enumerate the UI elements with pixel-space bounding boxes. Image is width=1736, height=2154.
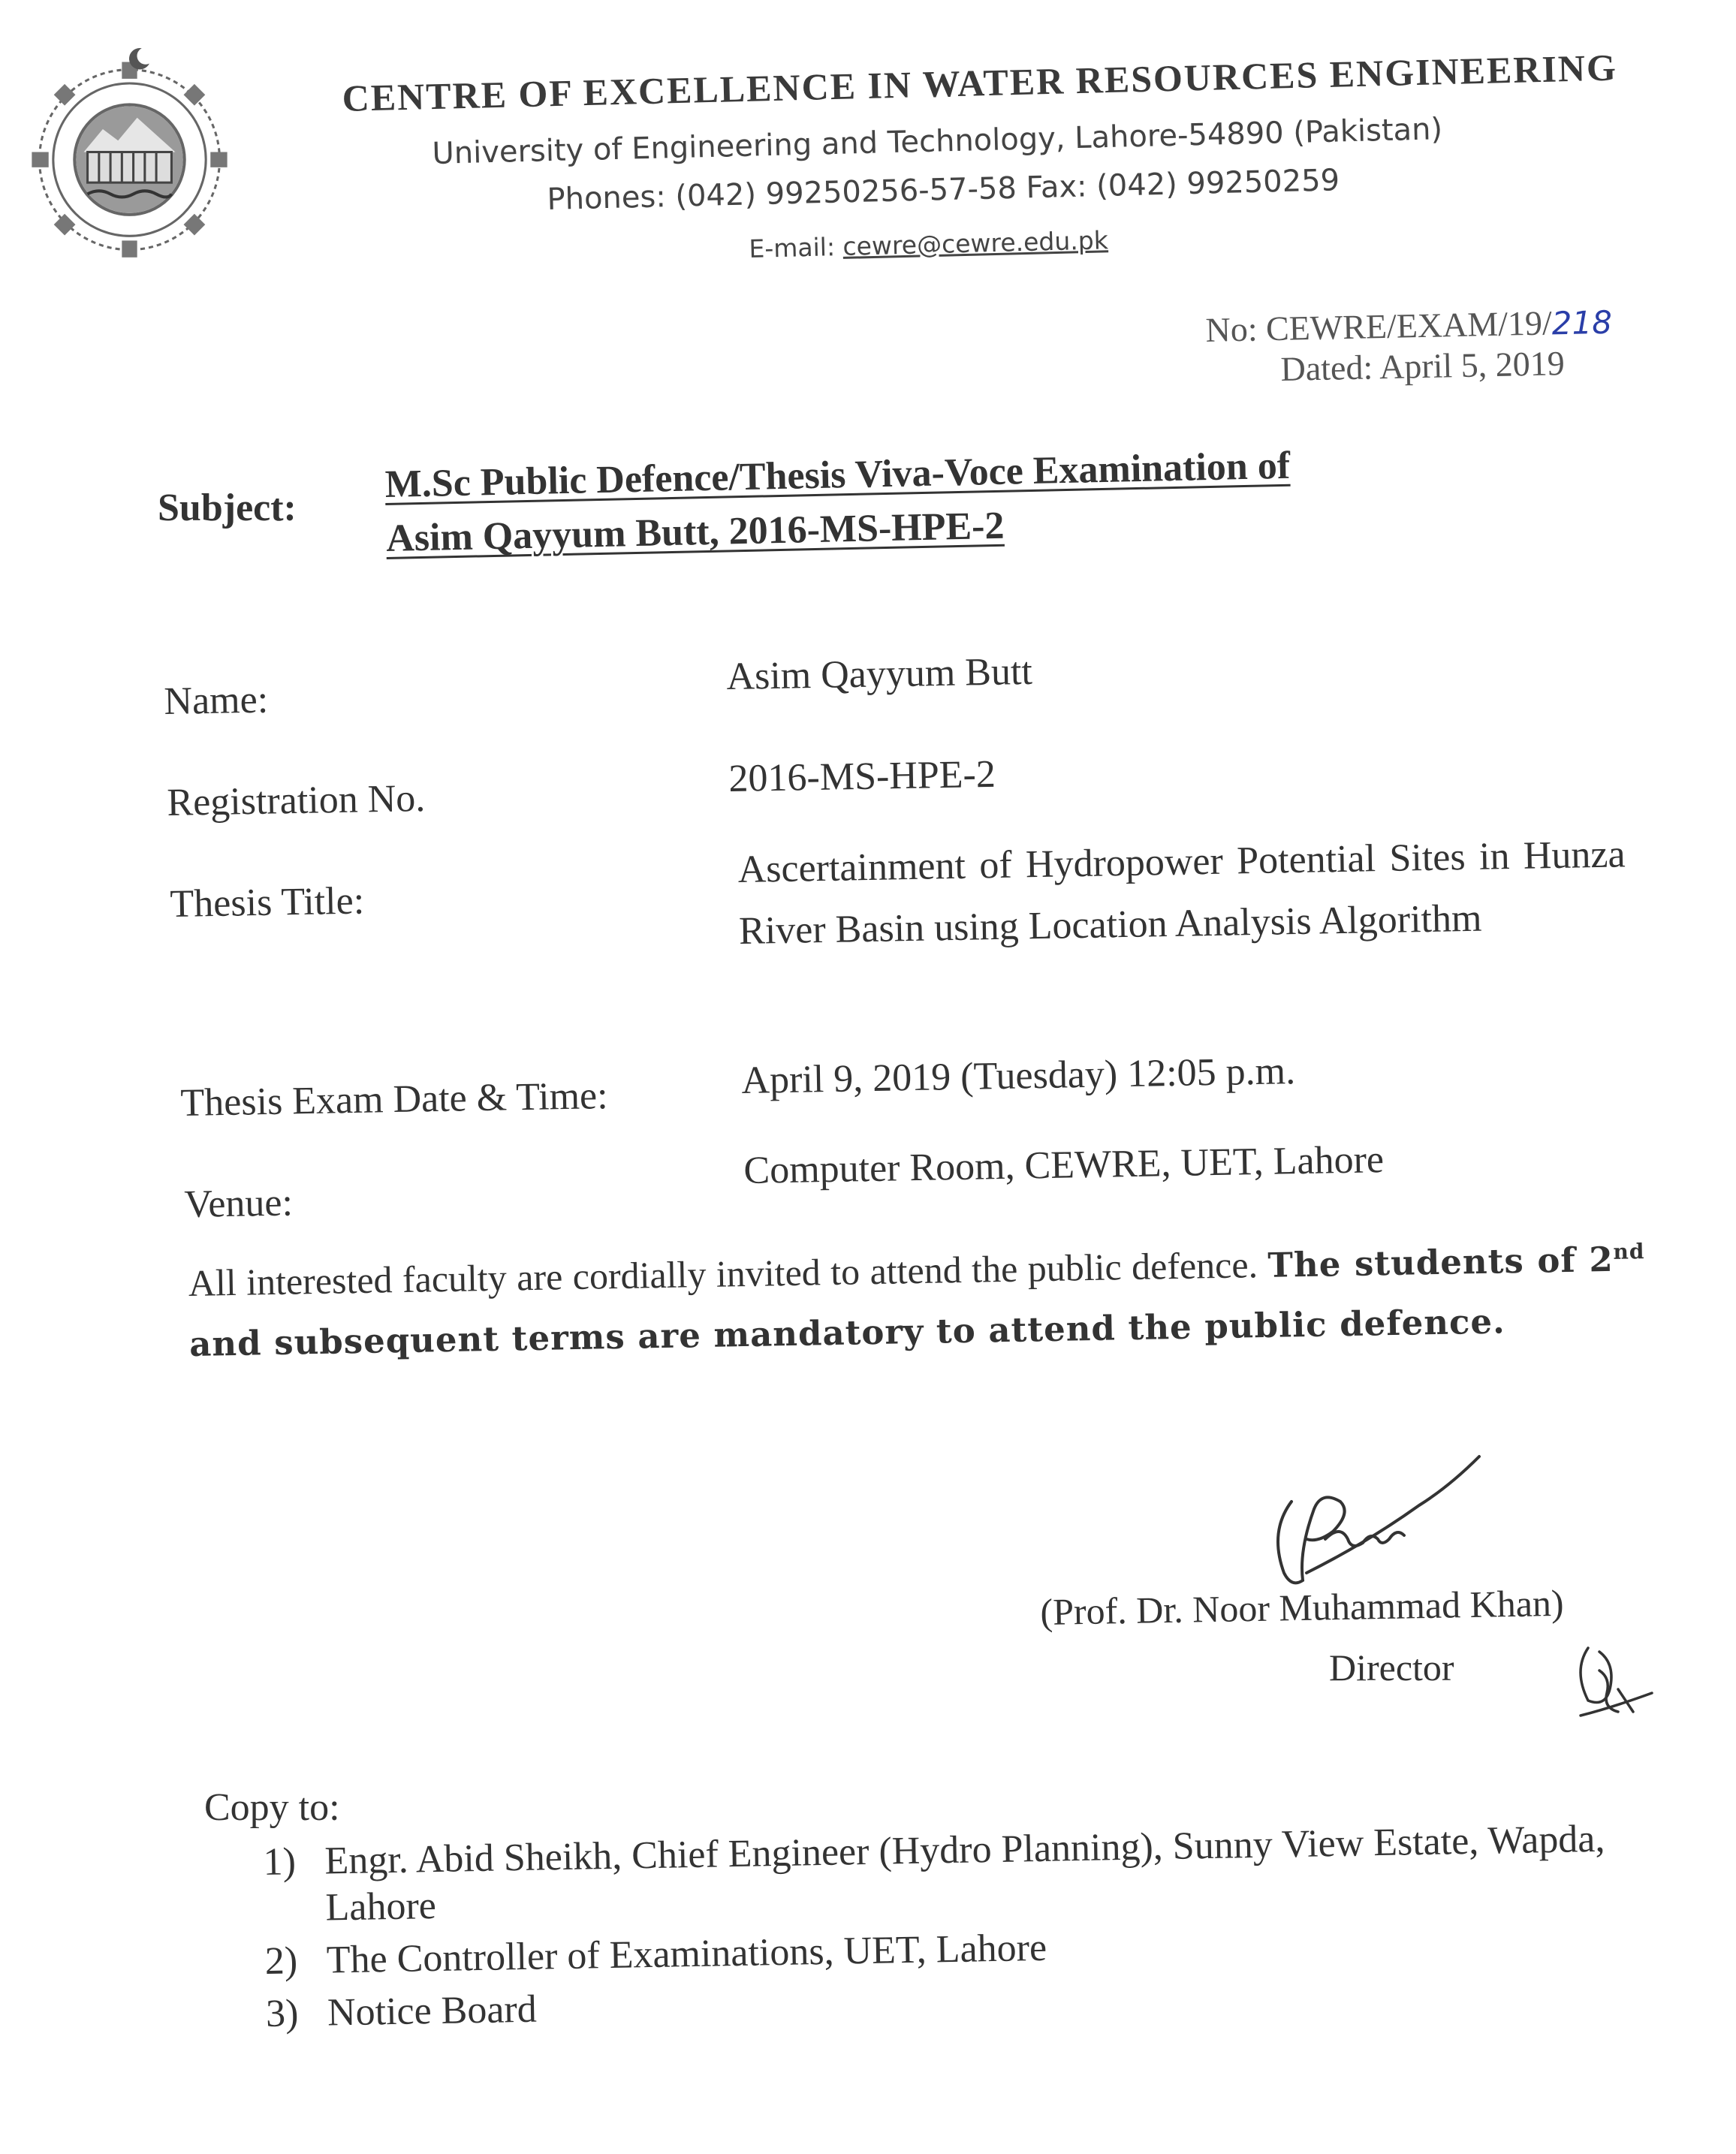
reference-number (1205, 302, 1612, 350)
subject-line-1: M.Sc Public Defence/Thesis Viva-Voce Examination of (384, 444, 1291, 506)
subject-label: Subject: (158, 487, 297, 529)
reference-prefix: No: CEWRE/EXAM/19/ (1205, 303, 1553, 349)
thesis-title-value: Ascertainment of Hydropower Potential Sites in Hunza River Basin using Location Analysis Algorithm (737, 833, 1626, 953)
list-item (263, 1815, 1668, 1933)
email-line (749, 225, 1108, 264)
name-value: Asim Qayyum Butt (726, 649, 1033, 698)
institution-name: CENTRE OF EXCELLENCE IN WATER RESOURCES ENGINEERING (342, 46, 1618, 119)
thesis-title-label: Thesis Title: (170, 879, 365, 926)
signatory-name: (Prof. Dr. Noor Muhammad Khan) (1040, 1581, 1564, 1633)
email-address: cewre@cewre.edu.pk (842, 225, 1109, 261)
university-address: University of Engineering and Technology, Lahore-54890 (Pakistan) (432, 112, 1443, 171)
name-label: Name: (164, 678, 269, 723)
copy-to-label: Copy to: (204, 1786, 340, 1829)
university-seal-logo (15, 38, 244, 267)
subject-text (384, 439, 1291, 566)
venue-label: Venue: (184, 1181, 294, 1226)
subject-line-2: Asim Qayyum Butt, 2016-MS-HPE-2 (385, 504, 1005, 560)
exam-datetime-value: April 9, 2019 (Tuesday) 12:05 p.m. (741, 1050, 1296, 1102)
email-label: E-mail: (749, 231, 843, 264)
list-item-text: The Controller of Examinations, UET, Lahore (326, 1926, 1047, 1982)
list-item-number: 2) (264, 1939, 298, 1983)
registration-label: Registration No. (167, 777, 426, 824)
list-item-text: Notice Board (327, 1987, 538, 2035)
handwritten-initials (1566, 1625, 1656, 1731)
dated-line: Dated: April 5, 2019 (1280, 344, 1566, 388)
list-item-number: 3) (265, 1992, 299, 2035)
registration-value: 2016-MS-HPE-2 (728, 752, 996, 800)
copy-to-list (263, 1815, 1670, 2044)
invitation-text: All interested faculty are cordially invited to attend the public defence. (188, 1243, 1268, 1304)
handwritten-reference-number: 218 (1551, 303, 1613, 342)
invitation-paragraph (188, 1222, 1647, 1374)
phone-fax-line: Phones: (042) 99250256-57-58 Fax: (042) 99250259 (547, 163, 1340, 217)
list-item-number: 1) (263, 1840, 297, 1884)
exam-datetime-label: Thesis Exam Date & Time: (180, 1074, 609, 1125)
list-item-text: Engr. Abid Sheikh, Chief Engineer (Hydro Planning), Sunny View Estate, Wapda, Lahore (324, 1817, 1605, 1930)
venue-value: Computer Room, CEWRE, UET, Lahore (743, 1138, 1385, 1192)
signatory-title: Director (1329, 1646, 1454, 1689)
mandatory-notice: The students of 2nd and subsequent terms are mandatory to attend the public defence. (188, 1239, 1645, 1364)
